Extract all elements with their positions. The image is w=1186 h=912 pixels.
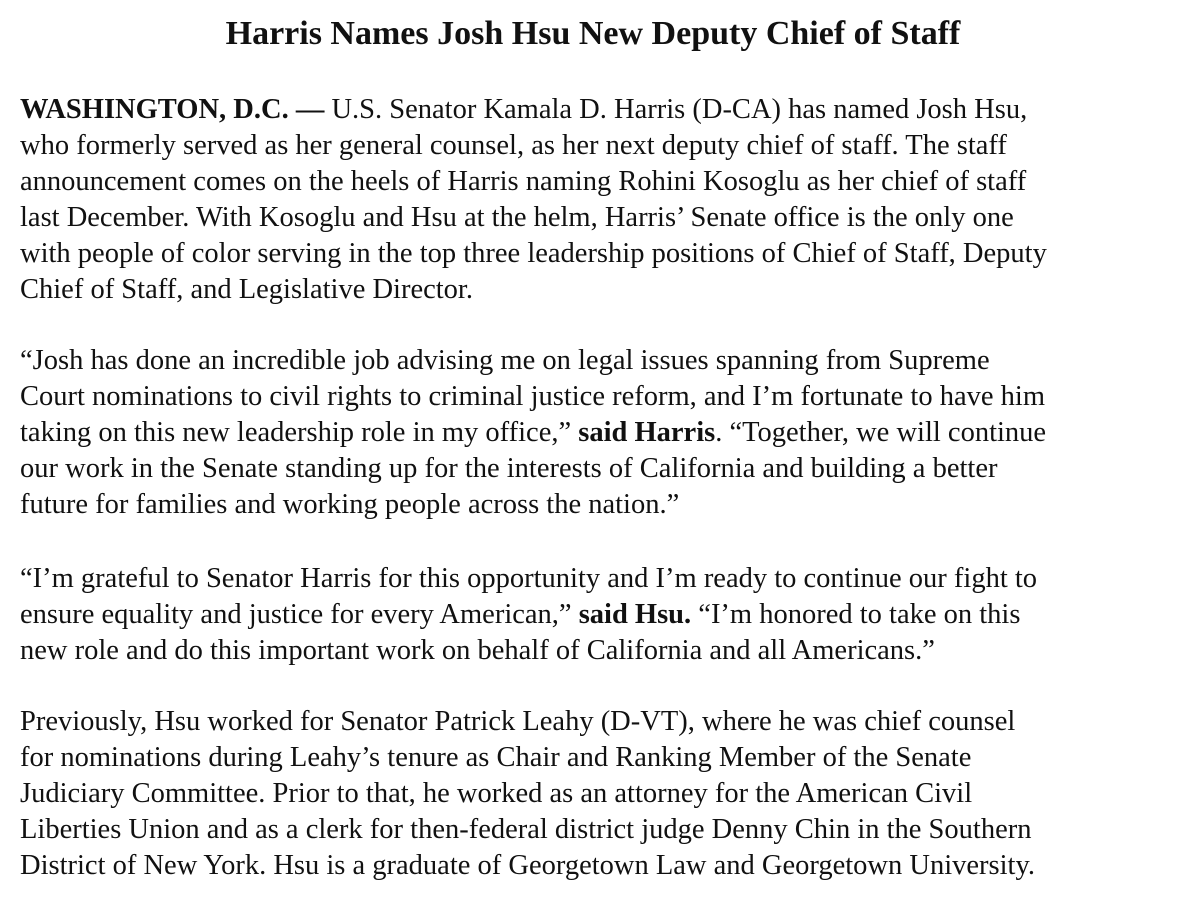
text-segment: taking on this new leadership role in my office,” xyxy=(20,417,579,449)
text-segment: “I’m honored to take on this xyxy=(691,599,1021,631)
paragraph-announcement xyxy=(20,92,1178,309)
speaker-attribution: said Hsu. xyxy=(578,599,692,631)
text-line xyxy=(20,415,1178,451)
text-line: new role and do this important work on behalf of California and all Americans.” xyxy=(20,635,935,667)
text-line: Previously, Hsu worked for Senator Patrick Leahy (D-VT), where he was chief counsel xyxy=(20,706,1016,737)
text-line: for nominations during Leahy’s tenure as Chair and Ranking Member of the Senate xyxy=(20,742,972,774)
text-line: last December. With Kosoglu and Hsu at the helm, Harris’ Senate office is the only one xyxy=(20,202,1014,234)
paragraph-harris-quote xyxy=(20,343,1178,523)
text-line: “I’m grateful to Senator Harris for this opportunity and I’m ready to continue our fight to xyxy=(20,563,1038,594)
text-line: Court nominations to civil rights to criminal justice reform, and I’m fortunate to have him xyxy=(20,381,1045,413)
text-line: District of New York. Hsu is a graduate of Georgetown Law and Georgetown University. xyxy=(20,850,1035,882)
text-line xyxy=(20,92,1178,128)
text-line: Chief of Staff, and Legislative Director. xyxy=(20,274,473,306)
text-line: future for families and working people across the nation.” xyxy=(20,489,680,521)
dateline: WASHINGTON, D.C. — xyxy=(20,94,325,125)
text-line: who formerly served as her general counsel, as her next deputy chief of staff. The staff xyxy=(20,130,1007,162)
page-title: Harris Names Josh Hsu New Deputy Chief of Staff xyxy=(225,15,961,52)
text-line: “Josh has done an incredible job advising me on legal issues spanning from Supreme xyxy=(20,345,990,376)
speaker-attribution: said Harris xyxy=(578,417,716,449)
text-segment: . “Together, we will continue xyxy=(715,417,1047,449)
text-line: Liberties Union and as a clerk for then-federal district judge Denny Chin in the Southern xyxy=(20,814,1032,846)
paragraph-background xyxy=(20,704,1178,884)
text-line: announcement comes on the heels of Harris naming Rohini Kosoglu as her chief of staff xyxy=(20,166,1027,198)
text-segment: ensure equality and justice for every American,” xyxy=(20,599,579,631)
paragraph-hsu-quote xyxy=(20,561,1178,669)
text-segment: U.S. Senator Kamala D. Harris (D-CA) has named Josh Hsu, xyxy=(324,94,1028,125)
text-line: Judiciary Committee. Prior to that, he worked as an attorney for the American Civil xyxy=(20,778,973,810)
text-line: with people of color serving in the top three leadership positions of Chief of Staff, Deputy xyxy=(20,238,1047,270)
text-line xyxy=(20,597,1178,633)
text-line: our work in the Senate standing up for the interests of California and building a better xyxy=(20,453,998,485)
